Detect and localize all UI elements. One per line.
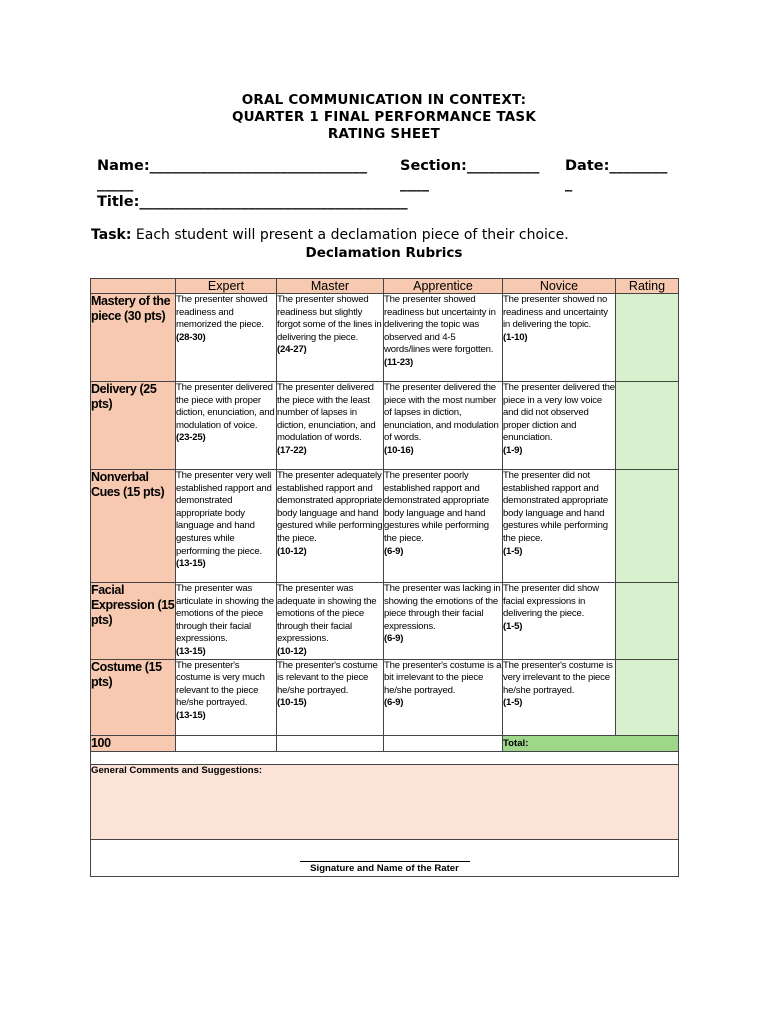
total-blank-master xyxy=(277,735,384,751)
cell-costume-apprentice: The presenter's costume is a bit irrelevant to the piece he/she portrayed. (6-9) xyxy=(384,659,503,735)
task-instruction xyxy=(91,227,569,243)
header-novice: Novice xyxy=(503,279,616,294)
date-field[interactable]: Date:________ xyxy=(565,158,668,174)
title-field[interactable]: Title:_____________________________________ xyxy=(97,194,408,210)
cell-nonverbal-apprentice: The presenter poorly established rapport and demonstrated appropriate body language and hand gestures while performing the piece. (6-9) xyxy=(384,470,503,583)
course-title: ORAL COMMUNICATION IN CONTEXT: xyxy=(241,92,527,108)
rubric-header-row xyxy=(91,279,679,294)
cell-facial-novice: The presenter did show facial expressions in delivering the piece. (1-5) xyxy=(503,583,616,660)
total-blank-expert xyxy=(176,735,277,751)
name-field[interactable]: Name:______________________________ xyxy=(97,158,368,174)
cell-mastery-expert: The presenter showed readiness and memorized the piece. (28-30) xyxy=(176,294,277,382)
section-field[interactable]: Section:__________ xyxy=(400,158,540,174)
cell-facial-expert: The presenter was articulate in showing the emotions of the piece through their facial expressions. (13-15) xyxy=(176,583,277,660)
cell-facial-master: The presenter was adequate in showing the emotions of the piece through their facial expressions. (10-12) xyxy=(277,583,384,660)
header-rating: Rating xyxy=(616,279,679,294)
section-field-wrap: ____ xyxy=(400,176,429,192)
cell-delivery-apprentice: The presenter delivered the piece with the most number of lapses in diction, enunciation, and modulation of words. (10-16) xyxy=(384,382,503,470)
rubric-table xyxy=(90,278,679,877)
rubric-title: Declamation Rubrics xyxy=(305,245,463,261)
cell-facial-apprentice: The presenter was lacking in showing the emotions of the piece through their facial expressions. (6-9) xyxy=(384,583,503,660)
criterion-nonverbal: Nonverbal Cues (15 pts) xyxy=(91,470,176,583)
cell-delivery-expert: The presenter delivered the piece with proper diction, enunciation, and modulation of voice. (23-25) xyxy=(176,382,277,470)
signature-cell[interactable] xyxy=(91,839,679,876)
rating-cell-delivery[interactable] xyxy=(616,382,679,470)
cell-delivery-novice: The presenter delivered the piece in a very low voice and did not observed proper diction and enunciation. (1-9) xyxy=(503,382,616,470)
total-row xyxy=(91,735,679,751)
cell-costume-master: The presenter's costume is relevant to the piece he/she portrayed. (10-15) xyxy=(277,659,384,735)
cell-costume-novice: The presenter's costume is very irrelevant to the piece he/she portrayed. (1-5) xyxy=(503,659,616,735)
document-header xyxy=(0,92,768,143)
cell-mastery-apprentice: The presenter showed readiness but uncertainty in delivering the topic was observed and 4-5 words/lines were forgotten. (11-23) xyxy=(384,294,503,382)
total-score-cell[interactable]: Total: xyxy=(503,735,679,751)
signature-row xyxy=(91,839,679,876)
total-points: 100 xyxy=(91,735,176,751)
criterion-facial: Facial Expression (15 pts) xyxy=(91,583,176,660)
task-label: Task: xyxy=(91,227,132,243)
rubric-row-costume xyxy=(91,659,679,735)
spacer-row xyxy=(91,751,679,764)
task-text: Each student will present a declamation piece of their choice. xyxy=(131,227,569,243)
rating-cell-costume[interactable] xyxy=(616,659,679,735)
header-master: Master xyxy=(277,279,384,294)
signature-label: Signature and Name of the Rater xyxy=(310,862,459,874)
cell-mastery-master: The presenter showed readiness but slightly forgot some of the lines in delivering the piece. (24-27) xyxy=(277,294,384,382)
cell-nonverbal-master: The presenter adequately established rapport and demonstrated appropriate body language and hand gestured while performing the piece. (10-12) xyxy=(277,470,384,583)
cell-nonverbal-expert: The presenter very well established rapport and demonstrated appropriate body language and hand gestures while performing the piece. (13-15) xyxy=(176,470,277,583)
header-blank xyxy=(91,279,176,294)
cell-mastery-novice: The presenter showed no readiness and uncertainty in delivering the topic. (1-10) xyxy=(503,294,616,382)
total-blank-apprentice xyxy=(384,735,503,751)
header-apprentice: Apprentice xyxy=(384,279,503,294)
rubric-row-mastery xyxy=(91,294,679,382)
cell-costume-expert: The presenter's costume is very much relevant to the piece he/she portrayed. (13-15) xyxy=(176,659,277,735)
comments-row xyxy=(91,764,679,839)
rating-cell-mastery[interactable] xyxy=(616,294,679,382)
comments-box[interactable]: General Comments and Suggestions: xyxy=(91,764,679,839)
spacer-cell xyxy=(91,751,679,764)
name-field-wrap: _____ xyxy=(97,176,134,192)
criterion-costume: Costume (15 pts) xyxy=(91,659,176,735)
cell-delivery-master: The presenter delivered the piece with the least number of lapses in diction, enunciation, and modulation of words. (17-22) xyxy=(277,382,384,470)
header-expert: Expert xyxy=(176,279,277,294)
rating-cell-nonverbal[interactable] xyxy=(616,470,679,583)
task-title: QUARTER 1 FINAL PERFORMANCE TASK xyxy=(232,109,536,125)
rubric-row-nonverbal xyxy=(91,470,679,583)
rating-cell-facial[interactable] xyxy=(616,583,679,660)
rubric-row-delivery xyxy=(91,382,679,470)
rubric-row-facial xyxy=(91,583,679,660)
sheet-title: RATING SHEET xyxy=(327,126,441,142)
criterion-mastery: Mastery of the piece (30 pts) xyxy=(91,294,176,382)
criterion-delivery: Delivery (25 pts) xyxy=(91,382,176,470)
date-field-wrap: _ xyxy=(565,176,573,192)
cell-nonverbal-novice: The presenter did not established rapport and demonstrated appropriate body language and hand gestures while performing the piece. (1-5) xyxy=(503,470,616,583)
